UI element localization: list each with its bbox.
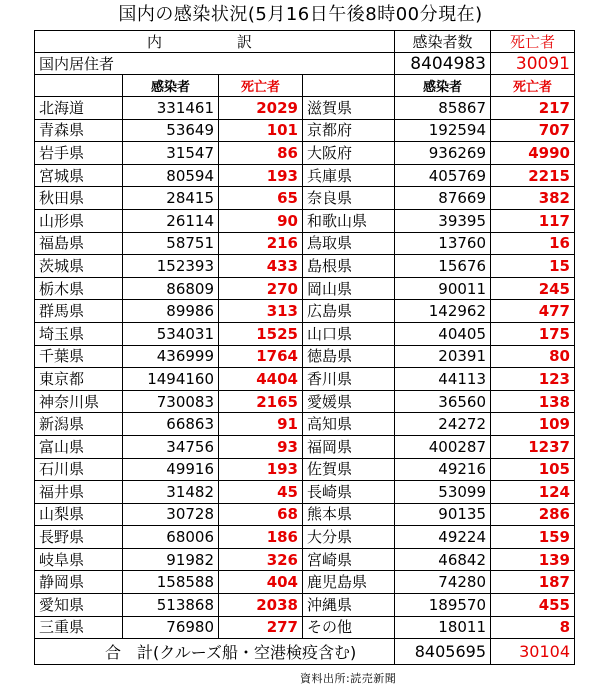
- death-count: 2038: [219, 594, 303, 617]
- infected-count: 31547: [123, 142, 219, 165]
- prefecture-name: 沖縄県: [303, 594, 395, 617]
- prefecture-name: 京都府: [303, 119, 395, 142]
- prefecture-name: 群馬県: [35, 300, 123, 323]
- table-row: [35, 97, 575, 120]
- infected-count: 90011: [395, 277, 491, 300]
- infected-count: 400287: [395, 435, 491, 458]
- death-count: 1237: [491, 435, 575, 458]
- death-count: 313: [219, 300, 303, 323]
- page-title: 国内の感染状況(5月16日午後8時00分現在): [118, 4, 483, 25]
- prefecture-name: 鹿児島県: [303, 571, 395, 594]
- prefecture-name: 長野県: [35, 526, 123, 549]
- table-row: [35, 571, 575, 594]
- infected-count: 189570: [395, 594, 491, 617]
- prefecture-name: 滋賀県: [303, 97, 395, 120]
- prefecture-name: 佐賀県: [303, 458, 395, 481]
- prefecture-name: 秋田県: [35, 187, 123, 210]
- death-count: 101: [219, 119, 303, 142]
- death-count: 326: [219, 548, 303, 571]
- death-count: 109: [491, 413, 575, 436]
- death-count: 2215: [491, 164, 575, 187]
- death-count: 80: [491, 345, 575, 368]
- infected-count: 405769: [395, 164, 491, 187]
- death-count: 93: [219, 435, 303, 458]
- infected-count: 24272: [395, 413, 491, 436]
- deaths-header: 死亡者: [491, 31, 575, 53]
- prefecture-name: 山形県: [35, 209, 123, 232]
- prefecture-name: 大阪府: [303, 142, 395, 165]
- total-infected: 8405695: [395, 639, 491, 665]
- table-row: [35, 390, 575, 413]
- death-count: 15: [491, 255, 575, 278]
- infected-count: 30728: [123, 503, 219, 526]
- prefecture-name: 和歌山県: [303, 209, 395, 232]
- death-count: 217: [491, 97, 575, 120]
- prefecture-name: 埼玉県: [35, 322, 123, 345]
- death-count: 455: [491, 594, 575, 617]
- prefecture-name: 千葉県: [35, 345, 123, 368]
- prefecture-name: 福島県: [35, 232, 123, 255]
- prefecture-name: 福井県: [35, 481, 123, 504]
- table-row: [35, 481, 575, 504]
- infected-count: 53649: [123, 119, 219, 142]
- death-count: 123: [491, 368, 575, 391]
- infected-count: 49224: [395, 526, 491, 549]
- death-count: 124: [491, 481, 575, 504]
- prefecture-name: 鳥取県: [303, 232, 395, 255]
- death-count: 91: [219, 413, 303, 436]
- infected-count: 18011: [395, 616, 491, 639]
- prefecture-name: 奈良県: [303, 187, 395, 210]
- infected-count: 13760: [395, 232, 491, 255]
- infected-count: 91982: [123, 548, 219, 571]
- death-count: 277: [219, 616, 303, 639]
- prefecture-name: 宮城県: [35, 164, 123, 187]
- death-count: 139: [491, 548, 575, 571]
- header-row: [35, 31, 575, 53]
- prefecture-name: 新潟県: [35, 413, 123, 436]
- infected-count: 74280: [395, 571, 491, 594]
- prefecture-name: 三重県: [35, 616, 123, 639]
- infected-header: 感染者数: [395, 31, 491, 53]
- subheader-deaths-right: 死亡者: [491, 75, 575, 97]
- table-row: [35, 142, 575, 165]
- prefecture-name: その他: [303, 616, 395, 639]
- prefecture-name: 高知県: [303, 413, 395, 436]
- infected-count: 68006: [123, 526, 219, 549]
- prefecture-name: 静岡県: [35, 571, 123, 594]
- table-row: [35, 277, 575, 300]
- total-deaths: 30104: [491, 639, 575, 665]
- death-count: 4404: [219, 368, 303, 391]
- death-count: 477: [491, 300, 575, 323]
- death-count: 1525: [219, 322, 303, 345]
- infection-table: [34, 30, 575, 665]
- infected-count: 142962: [395, 300, 491, 323]
- infected-count: 1494160: [123, 368, 219, 391]
- total-label: 合 計(クルーズ船・空港検疫含む): [35, 639, 395, 665]
- prefecture-name: 島根県: [303, 255, 395, 278]
- prefecture-name: 山梨県: [35, 503, 123, 526]
- prefecture-name: 東京都: [35, 368, 123, 391]
- table-row: [35, 548, 575, 571]
- residents-deaths: 30091: [491, 53, 575, 75]
- prefecture-name: 長崎県: [303, 481, 395, 504]
- infected-count: 90135: [395, 503, 491, 526]
- infected-count: 28415: [123, 187, 219, 210]
- prefecture-name: 岐阜県: [35, 548, 123, 571]
- table-row: [35, 458, 575, 481]
- table-row: [35, 209, 575, 232]
- infected-count: 49916: [123, 458, 219, 481]
- death-count: 193: [219, 458, 303, 481]
- death-count: 707: [491, 119, 575, 142]
- death-count: 175: [491, 322, 575, 345]
- infected-count: 89986: [123, 300, 219, 323]
- death-count: 193: [219, 164, 303, 187]
- prefecture-name: 北海道: [35, 97, 123, 120]
- infected-count: 15676: [395, 255, 491, 278]
- death-count: 117: [491, 209, 575, 232]
- total-row: [35, 639, 575, 665]
- prefecture-name: 富山県: [35, 435, 123, 458]
- table-row: [35, 616, 575, 639]
- infected-count: 36560: [395, 390, 491, 413]
- prefecture-name: 熊本県: [303, 503, 395, 526]
- death-count: 65: [219, 187, 303, 210]
- infected-count: 66863: [123, 413, 219, 436]
- table-row: [35, 300, 575, 323]
- death-count: 90: [219, 209, 303, 232]
- table-row: [35, 413, 575, 436]
- residents-infected: 8404983: [395, 53, 491, 75]
- infected-count: 49216: [395, 458, 491, 481]
- death-count: 433: [219, 255, 303, 278]
- subheader-infected-right: 感染者: [395, 75, 491, 97]
- infected-count: 58751: [123, 232, 219, 255]
- infected-count: 46842: [395, 548, 491, 571]
- infected-count: 331461: [123, 97, 219, 120]
- prefecture-name: 愛媛県: [303, 390, 395, 413]
- infected-count: 40405: [395, 322, 491, 345]
- death-count: 404: [219, 571, 303, 594]
- prefecture-name: 岡山県: [303, 277, 395, 300]
- death-count: 286: [491, 503, 575, 526]
- infected-count: 534031: [123, 322, 219, 345]
- prefecture-name: 大分県: [303, 526, 395, 549]
- death-count: 187: [491, 571, 575, 594]
- death-count: 382: [491, 187, 575, 210]
- infected-count: 86809: [123, 277, 219, 300]
- prefecture-name: 神奈川県: [35, 390, 123, 413]
- table-row: [35, 255, 575, 278]
- infected-count: 39395: [395, 209, 491, 232]
- infected-count: 76980: [123, 616, 219, 639]
- infected-count: 87669: [395, 187, 491, 210]
- table-row: [35, 526, 575, 549]
- prefecture-name: 栃木県: [35, 277, 123, 300]
- residents-row: [35, 53, 575, 75]
- death-count: 270: [219, 277, 303, 300]
- infected-count: 44113: [395, 368, 491, 391]
- table-row: [35, 187, 575, 210]
- infected-count: 34756: [123, 435, 219, 458]
- table-row: [35, 119, 575, 142]
- subheader-blank-right: [303, 75, 395, 97]
- death-count: 138: [491, 390, 575, 413]
- prefecture-name: 茨城県: [35, 255, 123, 278]
- table-row: [35, 345, 575, 368]
- table-row: [35, 164, 575, 187]
- subheader-deaths-left: 死亡者: [219, 75, 303, 97]
- table-row: [35, 232, 575, 255]
- prefecture-name: 香川県: [303, 368, 395, 391]
- prefecture-name: 兵庫県: [303, 164, 395, 187]
- infected-count: 436999: [123, 345, 219, 368]
- subheader-infected-left: 感染者: [123, 75, 219, 97]
- prefecture-name: 広島県: [303, 300, 395, 323]
- table-row: [35, 368, 575, 391]
- infected-count: 80594: [123, 164, 219, 187]
- subheader-row: [35, 75, 575, 97]
- subheader-blank-left: [35, 75, 123, 97]
- infected-count: 31482: [123, 481, 219, 504]
- infected-count: 936269: [395, 142, 491, 165]
- death-count: 159: [491, 526, 575, 549]
- prefecture-name: 青森県: [35, 119, 123, 142]
- death-count: 2029: [219, 97, 303, 120]
- table-row: [35, 322, 575, 345]
- death-count: 2165: [219, 390, 303, 413]
- death-count: 68: [219, 503, 303, 526]
- infected-count: 85867: [395, 97, 491, 120]
- death-count: 216: [219, 232, 303, 255]
- source-note: 資料出所:読売新聞: [300, 672, 397, 685]
- infected-count: 513868: [123, 594, 219, 617]
- death-count: 45: [219, 481, 303, 504]
- infected-count: 158588: [123, 571, 219, 594]
- death-count: 245: [491, 277, 575, 300]
- table-row: [35, 503, 575, 526]
- infected-count: 20391: [395, 345, 491, 368]
- prefecture-name: 徳島県: [303, 345, 395, 368]
- death-count: 16: [491, 232, 575, 255]
- prefecture-name: 石川県: [35, 458, 123, 481]
- residents-label: 国内居住者: [35, 53, 395, 75]
- infected-count: 730083: [123, 390, 219, 413]
- infected-count: 26114: [123, 209, 219, 232]
- death-count: 186: [219, 526, 303, 549]
- prefecture-name: 福岡県: [303, 435, 395, 458]
- prefecture-name: 岩手県: [35, 142, 123, 165]
- death-count: 86: [219, 142, 303, 165]
- prefecture-name: 愛知県: [35, 594, 123, 617]
- death-count: 1764: [219, 345, 303, 368]
- death-count: 105: [491, 458, 575, 481]
- breakdown-header: 内 訳: [35, 31, 395, 53]
- prefecture-name: 宮崎県: [303, 548, 395, 571]
- infected-count: 192594: [395, 119, 491, 142]
- infected-count: 152393: [123, 255, 219, 278]
- infected-count: 53099: [395, 481, 491, 504]
- table-row: [35, 594, 575, 617]
- death-count: 8: [491, 616, 575, 639]
- prefecture-name: 山口県: [303, 322, 395, 345]
- death-count: 4990: [491, 142, 575, 165]
- table-row: [35, 435, 575, 458]
